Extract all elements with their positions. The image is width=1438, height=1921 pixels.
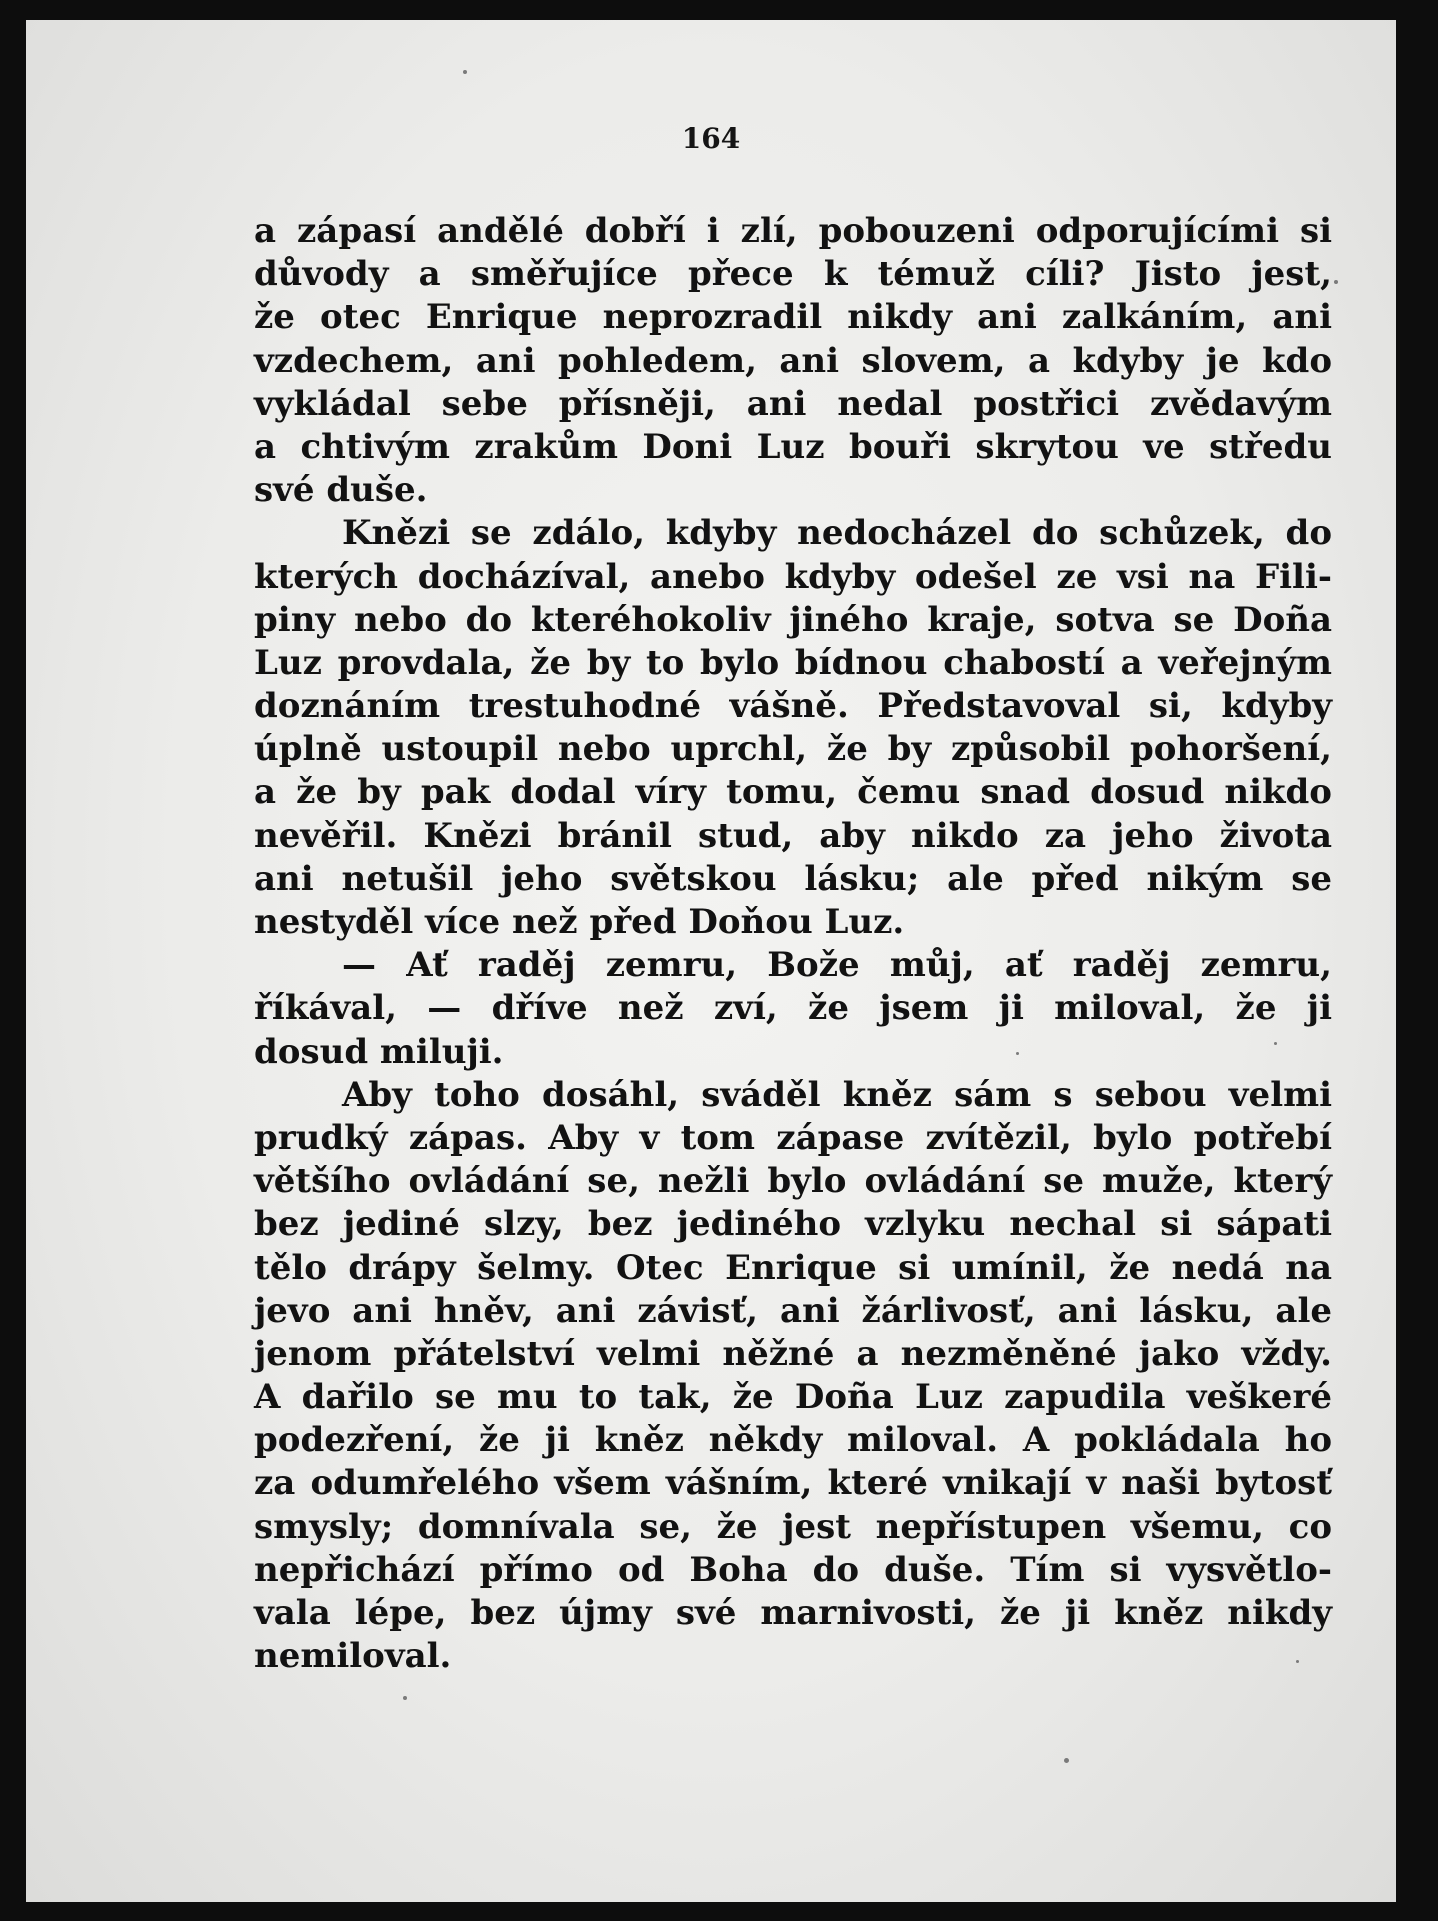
text-line: jevo ani hněv, ani závisť, ani žárlivosť, ani lásku, ale: [254, 1290, 1332, 1331]
text-line: nemiloval.: [254, 1636, 452, 1677]
text-line: dosud miluji.: [254, 1031, 504, 1072]
text-line: nepřichází přímo od Boha do duše. Tím si vysvětlo-: [254, 1549, 1332, 1590]
paper-speck: [1334, 280, 1338, 284]
text-line: — Ať raděj zemru, Bože můj, ať raděj zemru,: [342, 945, 1332, 986]
text-line: své duše.: [254, 470, 428, 511]
text-line: A dařilo se mu to tak, že Doña Luz zapudila veškeré: [254, 1377, 1332, 1418]
text-line: podezření, že ji kněz někdy miloval. A pokládala ho: [254, 1420, 1332, 1461]
text-line: piny nebo do kteréhokoliv jiného kraje, sotva se Doña: [254, 599, 1332, 640]
text-line: Luz provdala, že by to bylo bídnou chabostí a veřejným: [254, 642, 1332, 683]
text-line: prudký zápas. Aby v tom zápase zvítězil, bylo potřebí: [254, 1117, 1332, 1158]
paper-speck: [463, 70, 467, 74]
text-line: kterých docházíval, anebo kdyby odešel ze vsi na Fili-: [254, 556, 1332, 597]
text-line: nestyděl více než před Doňou Luz.: [254, 902, 905, 942]
text-line: bez jediné slzy, bez jediného vzlyku nechal si sápati: [254, 1204, 1332, 1245]
text-line: smysly; domnívala se, že jest nepřístupen všemu, co: [254, 1506, 1332, 1547]
text-line: tělo drápy šelmy. Otec Enrique si umínil, že nedá na: [254, 1247, 1332, 1288]
text-line: že otec Enrique neprozradil nikdy ani zalkáním, ani: [254, 297, 1332, 338]
text-line: úplně ustoupil nebo uprchl, že by způsobil pohoršení,: [254, 729, 1332, 770]
text-line: většího ovládání se, nežli bylo ovládání se muže, který: [254, 1161, 1332, 1202]
text-line: Knězi se zdálo, kdyby nedocházel do schůzek, do: [342, 513, 1332, 554]
page-number: 164: [681, 122, 741, 155]
text-line: a že by pak dodal víry tomu, čemu snad dosud nikdo: [254, 772, 1332, 813]
text-line: jenom přátelství velmi něžné a nezměněné jako vždy.: [254, 1333, 1332, 1374]
text-line: za odumřelého všem vášním, které vnikají v naši bytosť: [254, 1463, 1332, 1504]
text-line: a zápasí andělé dobří i zlí, pobouzeni odporujícími si: [254, 211, 1332, 251]
text-line: důvody a směřujíce přece k témuž cíli? Jisto jest,: [254, 254, 1332, 295]
text-line: Aby toho dosáhl, sváděl kněz sám s sebou velmi: [342, 1074, 1332, 1115]
scanned-page: [26, 20, 1396, 1902]
paper-speck: [1274, 1042, 1277, 1045]
text-line: ani netušil jeho světskou lásku; ale před nikým se: [254, 858, 1332, 899]
text-line: a chtivým zrakům Doni Luz bouři skrytou ve středu: [254, 426, 1332, 467]
body-text: [254, 210, 1332, 1678]
paper-speck: [403, 1696, 407, 1700]
text-line: vala lépe, bez újmy své marnivosti, že ji kněz nikdy: [254, 1593, 1332, 1633]
text-line: nevěřil. Knězi bránil stud, aby nikdo za jeho života: [254, 815, 1332, 856]
paper-speck: [1016, 1052, 1019, 1055]
text-line: vykládal sebe přísněji, ani nedal postřici zvědavým: [254, 383, 1332, 424]
text-line: říkával, — dříve než zví, že jsem ji miloval, že ji: [254, 988, 1332, 1029]
paper-speck: [1296, 1660, 1299, 1663]
text-line: doznáním trestuhodné vášně. Představoval si, kdyby: [254, 686, 1332, 727]
text-line: vzdechem, ani pohledem, ani slovem, a kdyby je kdo: [254, 340, 1332, 381]
paper-speck: [1064, 1758, 1069, 1763]
